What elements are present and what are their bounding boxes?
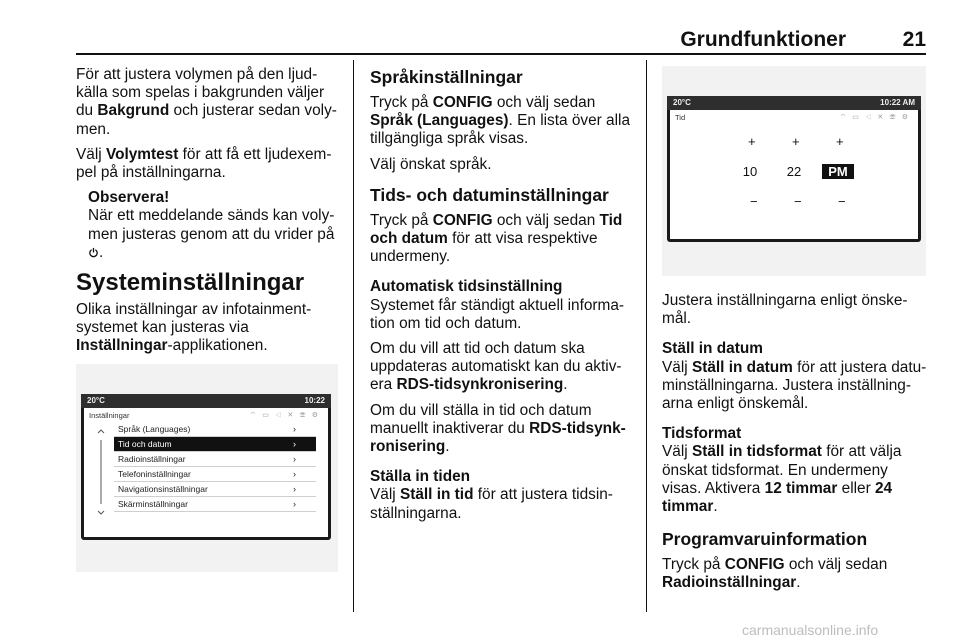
- paragraph: Välj Ställ in tidsformat för att välja önskat tidsformat. En undermeny visas. Aktivera 12 timmar eller 24 timmar.: [662, 443, 902, 516]
- note-text: När ett meddelande sänds kan voly-men justeras genom att du vrider på .: [88, 207, 335, 261]
- hour-decrease-button[interactable]: −: [750, 194, 758, 209]
- status-icons: ⌔ ▭ ◁ ✕ ☏ ⚙: [249, 412, 320, 419]
- header-rule: [76, 53, 926, 55]
- menu-item[interactable]: [114, 482, 316, 497]
- paragraph: Välj Ställ in tid för att justera tidsin-ställningarna.: [370, 486, 613, 522]
- chevron-right-icon: ›: [293, 454, 296, 464]
- paragraph: Tryck på CONFIG och välj sedan Radioinställningar.: [662, 556, 888, 592]
- subsection-heading: Automatisk tidsinställning: [370, 278, 563, 296]
- hour-value: 10: [742, 164, 758, 179]
- paragraph: För att justera volymen på den ljud-källa som spelas i bakgrunden väljer du Bakgrund och justerar sedan voly-men.: [76, 66, 337, 138]
- chevron-right-icon: ›: [293, 469, 296, 479]
- paragraph: Välj Volymtest för att få ett ljudexem-pel på inställningarna.: [76, 145, 332, 182]
- menu-item[interactable]: [114, 452, 316, 467]
- minute-decrease-button[interactable]: −: [794, 194, 802, 209]
- minute-increase-button[interactable]: +: [792, 134, 800, 149]
- paragraph: Välj önskat språk.: [370, 155, 492, 173]
- screen-title: Tid: [675, 113, 686, 122]
- menu-item[interactable]: [114, 497, 316, 512]
- ampm-increase-button[interactable]: +: [836, 134, 844, 149]
- menu-item[interactable]: [114, 422, 316, 437]
- page-number: 21: [902, 28, 926, 51]
- settings-screenshot: [76, 364, 338, 572]
- menu-item[interactable]: [114, 467, 316, 482]
- page-header: [76, 28, 926, 50]
- menu-item-label: Skärminställningar: [118, 499, 188, 509]
- chevron-right-icon: ›: [293, 424, 296, 434]
- paragraph: Olika inställningar av infotainment-systemet kan justeras via Inställningar-applikationen.: [76, 301, 312, 355]
- menu-item-label: Telefoninställningar: [118, 469, 191, 479]
- paragraph: Tryck på CONFIG och välj sedan Språk (Languages). En lista över alla tillgängliga språk visas.: [370, 94, 631, 148]
- note-box: [76, 189, 344, 262]
- status-icons: ⌔ ▭ ◁ ✕ ☏ ⚙: [839, 114, 910, 121]
- screen-title: Inställningar: [89, 411, 130, 420]
- paragraph: Systemet får ständigt aktuell informa-tion om tid och datum.: [370, 296, 625, 332]
- column-divider: [353, 60, 354, 612]
- page-title: Grundfunktioner: [680, 28, 846, 51]
- paragraph: Tryck på CONFIG och välj sedan Tid och datum för att visa respektive undermeny.: [370, 211, 623, 266]
- paragraph: Om du vill att tid och datum ska uppdateras automatiskt kan du aktiv-era RDS-tidsynkronisering.: [370, 340, 622, 394]
- column-3: [662, 292, 928, 600]
- section-heading: Programvaruinformation: [662, 529, 868, 550]
- column-2: [370, 66, 636, 530]
- chevron-right-icon: ›: [293, 484, 296, 494]
- paragraph: Justera inställningarna enligt önske-mål.: [662, 292, 908, 328]
- ampm-decrease-button[interactable]: −: [838, 194, 846, 209]
- chevron-right-icon: ›: [293, 499, 296, 509]
- display-screen: [81, 394, 331, 540]
- menu-item-label: Radioinställningar: [118, 454, 186, 464]
- hour-increase-button[interactable]: +: [748, 134, 756, 149]
- column-divider: [646, 60, 647, 612]
- status-bar: [667, 96, 921, 110]
- menu-item-label: Navigationsinställningar: [118, 484, 208, 494]
- menu-item-label: Språk (Languages): [118, 424, 191, 434]
- ampm-value: PM: [822, 164, 854, 179]
- temperature: 20°C: [87, 396, 105, 405]
- paragraph: Välj Ställ in datum för att justera datu-minställningarna. Justera inställning-arna enligt önskemål.: [662, 358, 927, 413]
- menu-item[interactable]: [114, 437, 316, 452]
- section-heading: Tids- och datuminställningar: [370, 184, 609, 205]
- temperature: 20°C: [673, 98, 691, 107]
- power-knob-icon: [88, 247, 99, 258]
- minute-value: 22: [786, 164, 802, 179]
- clock: 10:22 AM: [880, 98, 915, 107]
- column-1: [76, 66, 344, 363]
- settings-menu: [114, 422, 316, 512]
- section-heading: Systeminställningar: [76, 269, 305, 297]
- subsection-heading: Tidsformat: [662, 425, 742, 443]
- screen-content: [84, 408, 328, 537]
- clock: 10:22: [304, 396, 325, 405]
- scroll-bar[interactable]: [96, 428, 106, 516]
- subsection-heading: Ställa in tiden: [370, 468, 471, 486]
- chevron-right-icon: ›: [293, 439, 296, 449]
- time-screenshot: [662, 66, 926, 276]
- display-screen: [667, 96, 921, 242]
- paragraph: Om du vill ställa in tid och datum manuellt inaktiverar du RDS-tidsynk-ronisering.: [370, 401, 626, 456]
- status-bar: [81, 394, 331, 408]
- screen-content: [670, 110, 918, 239]
- subsection-heading: Ställ in datum: [662, 340, 763, 358]
- section-heading: Språkinställningar: [370, 67, 523, 87]
- menu-item-label: Tid och datum: [118, 439, 172, 449]
- watermark: carmanualsonline.info: [742, 622, 879, 638]
- note-title: Observera!: [88, 189, 170, 207]
